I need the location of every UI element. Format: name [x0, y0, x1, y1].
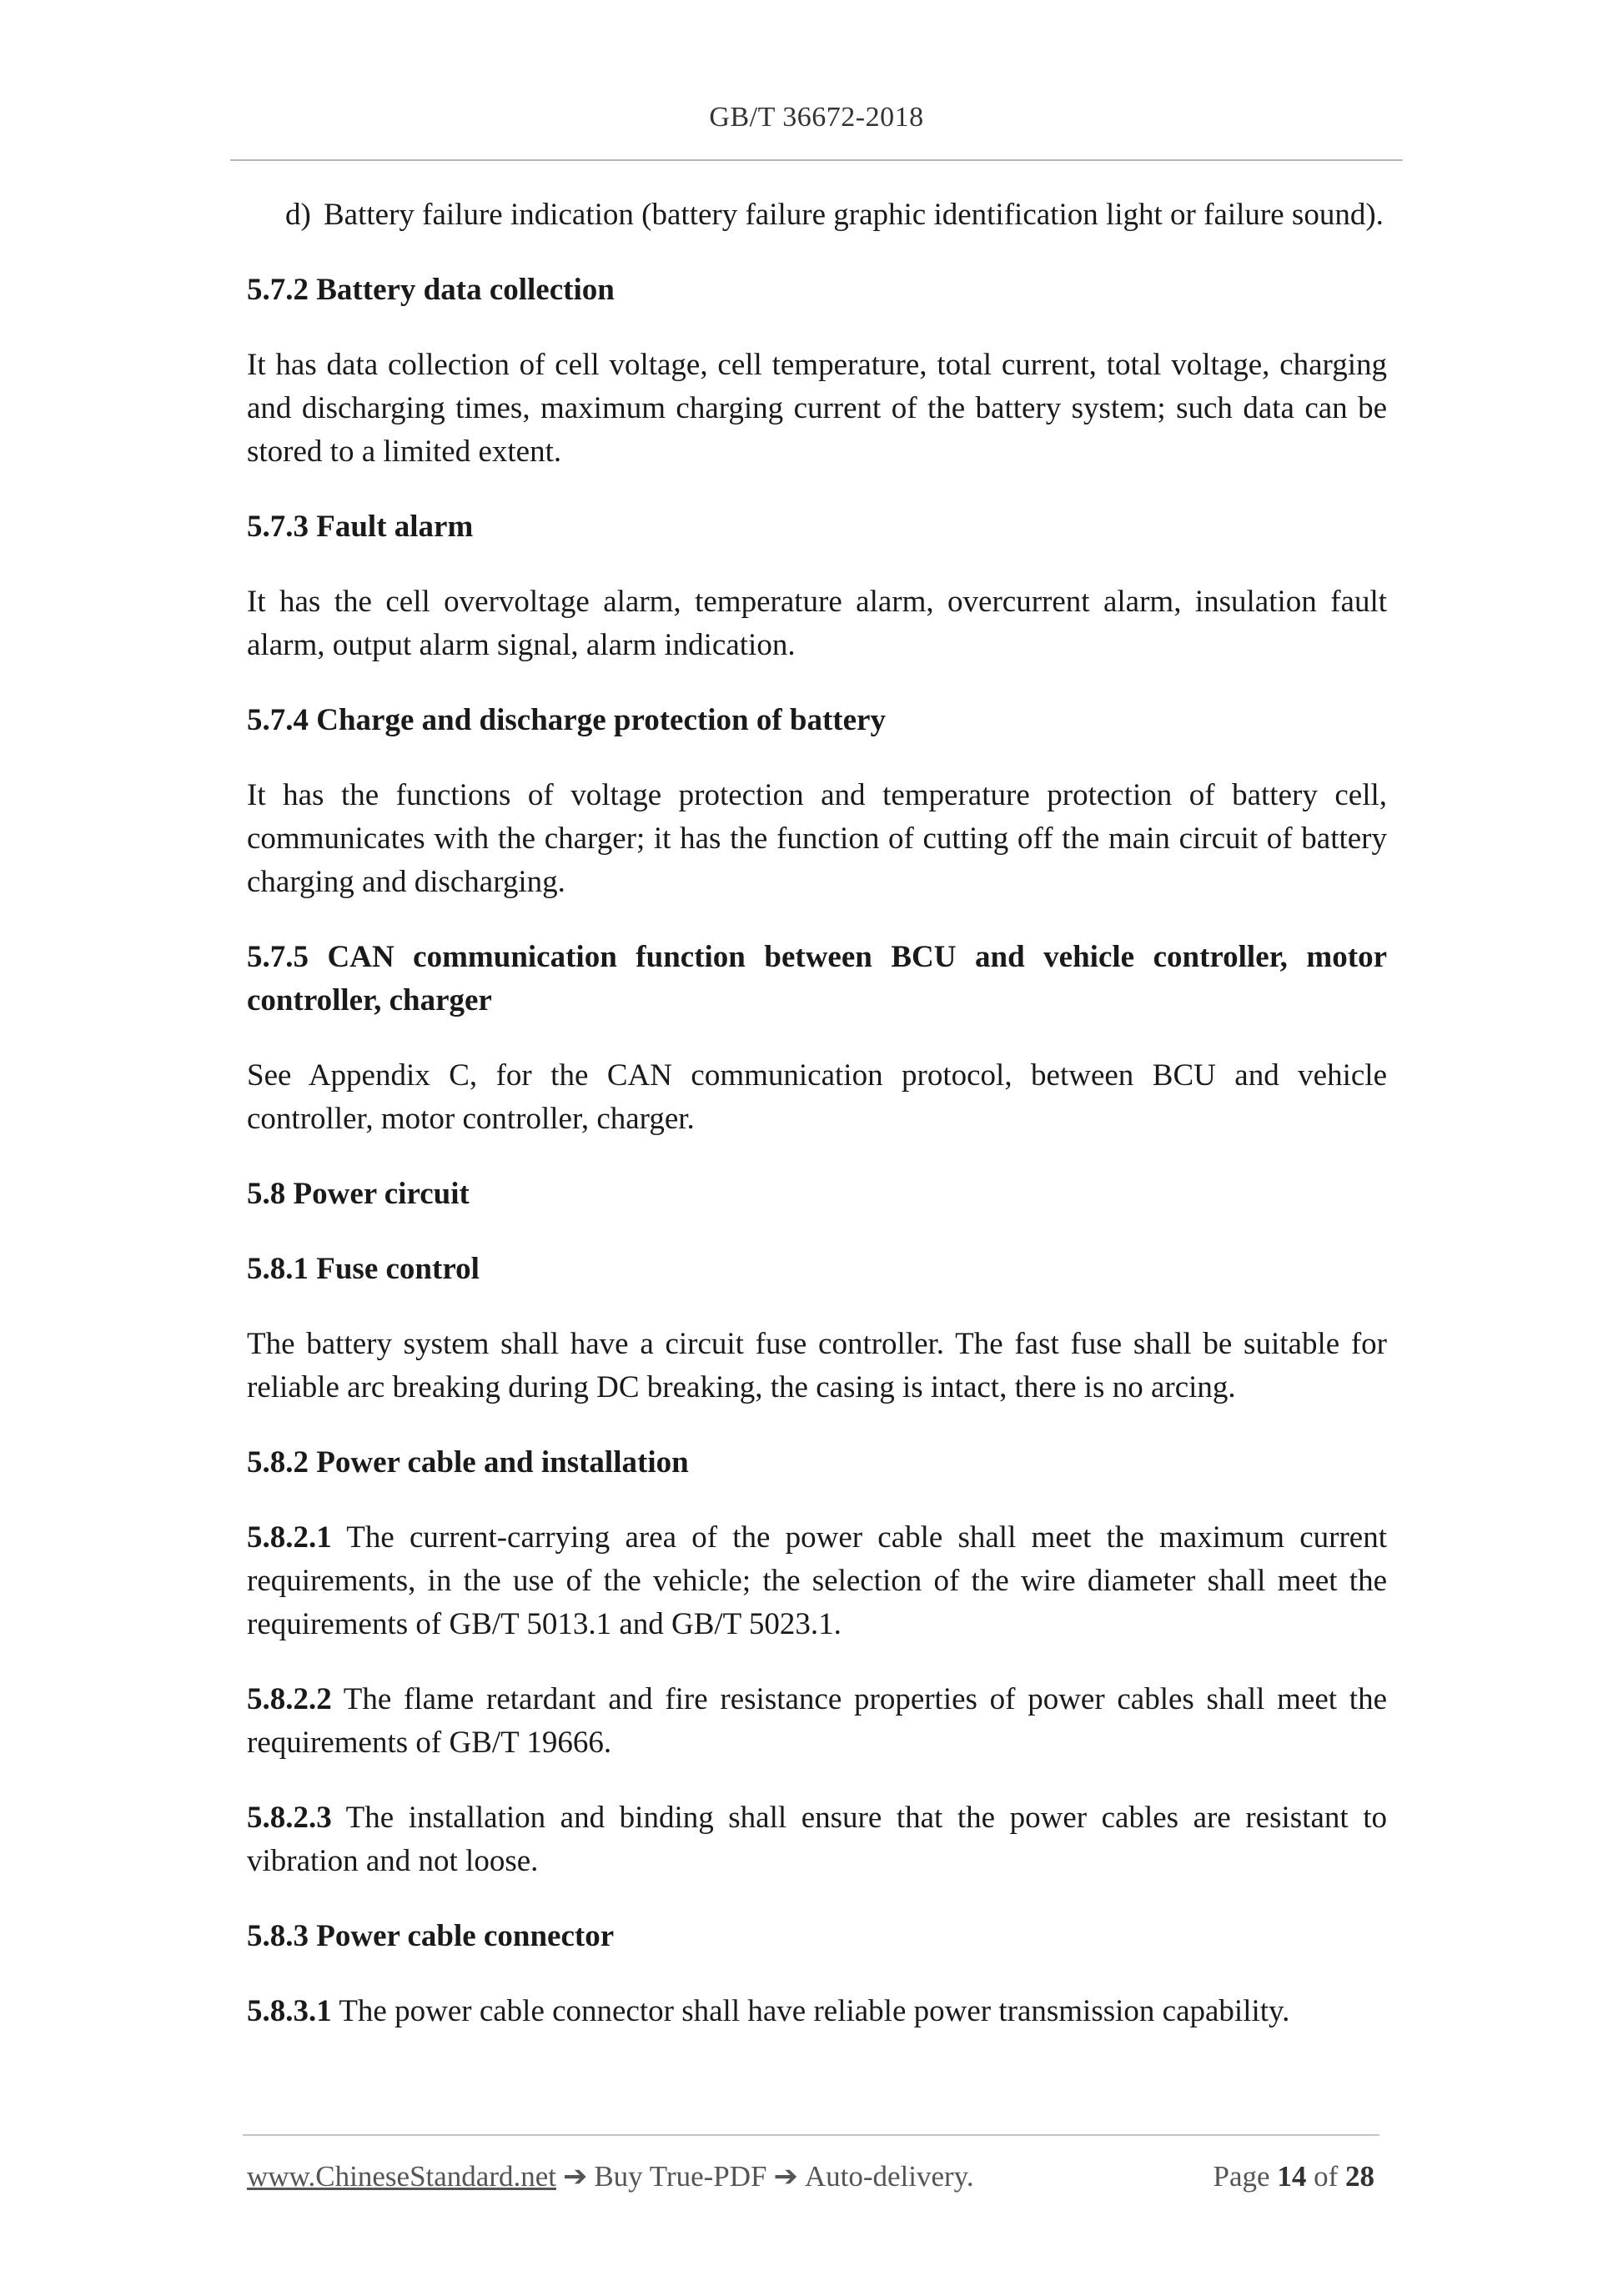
paragraph-5-8-2-3: [247, 1796, 1387, 1883]
paragraph-5-7-3: It has the cell overvoltage alarm, temperature alarm, overcurrent alarm, insulation fault alarm, output alarm signal, alarm indication.: [247, 585, 1387, 662]
footer-divider: [243, 2134, 1379, 2136]
page-content: [247, 193, 1387, 2033]
list-marker: d): [285, 198, 311, 232]
heading-5-7-5: 5.7.5 CAN communication function between BCU and vehicle controller, motor controller, charger: [247, 940, 1387, 1017]
paragraph-5-7-2: It has data collection of cell voltage, cell temperature, total current, total voltage, charging and discharging times, maximum charging current of the battery system; such data can be stored to a limited extent.: [247, 348, 1387, 469]
of-label: of: [1314, 2160, 1339, 2193]
footer-links: [247, 2160, 974, 2193]
clause-text: The flame retardant and fire resistance properties of power cables shall meet the requirements of GB/T 19666.: [247, 1682, 1387, 1760]
list-item-d: [285, 193, 1387, 237]
clause-number: 5.8.2.2: [247, 1682, 332, 1716]
page-label: Page: [1213, 2160, 1270, 2193]
current-page: 14: [1277, 2160, 1307, 2193]
heading-5-8-2: 5.8.2 Power cable and installation: [247, 1445, 689, 1480]
clause-number: 5.8.2.1: [247, 1520, 332, 1555]
paragraph-5-8-2-2: [247, 1678, 1387, 1765]
heading-5-7-4: 5.7.4 Charge and discharge protection of battery: [247, 703, 886, 737]
heading-5-7-3: 5.7.3 Fault alarm: [247, 510, 474, 544]
heading-5-8-3: 5.8.3 Power cable connector: [247, 1919, 615, 1953]
page-footer: [247, 2160, 1374, 2193]
paragraph-5-7-4: It has the functions of voltage protection and temperature protection of battery cell, communicates with the charger; it has the function of cutting off the main circuit of battery charging and discharging.: [247, 778, 1387, 899]
website-link[interactable]: www.ChineseStandard.net: [247, 2160, 556, 2193]
page-number: [1213, 2160, 1374, 2193]
list-item-text: Battery failure indication (battery failure graphic identification light or failure sound).: [324, 198, 1384, 232]
buy-pdf-text: Buy True-PDF: [594, 2160, 767, 2193]
clause-text: The installation and binding shall ensure that the power cables are resistant to vibration and not loose.: [247, 1801, 1387, 1878]
heading-5-8-1: 5.8.1 Fuse control: [247, 1252, 480, 1286]
heading-5-7-2: 5.7.2 Battery data collection: [247, 273, 615, 307]
paragraph-5-8-2-1: [247, 1516, 1387, 1646]
arrow-right-icon: ➔: [773, 2160, 798, 2193]
heading-5-8: 5.8 Power circuit: [247, 1177, 470, 1211]
arrow-right-icon: ➔: [563, 2160, 588, 2193]
clause-number: 5.8.3.1: [247, 1994, 332, 2028]
paragraph-5-7-5: See Appendix C, for the CAN communication protocol, between BCU and vehicle controller, motor controller, charger.: [247, 1058, 1387, 1136]
document-header: GB/T 36672-2018: [709, 102, 924, 133]
clause-text: The current-carrying area of the power cable shall meet the maximum current requirements, in the use of the vehicle; the selection of the wire diameter shall meet the requirements of GB/T 5013.1 and GB/T 5023.1.: [247, 1520, 1387, 1641]
header-divider: [230, 159, 1403, 161]
paragraph-5-8-3-1: [247, 1990, 1387, 2033]
clause-number: 5.8.2.3: [247, 1801, 332, 1835]
paragraph-5-8-1: The battery system shall have a circuit fuse controller. The fast fuse shall be suitable for reliable arc breaking during DC breaking, the casing is intact, there is no arcing.: [247, 1327, 1387, 1404]
delivery-text: Auto-delivery.: [804, 2160, 974, 2193]
total-pages: 28: [1345, 2160, 1374, 2193]
clause-text: The power cable connector shall have reliable power transmission capability.: [331, 1994, 1290, 2028]
